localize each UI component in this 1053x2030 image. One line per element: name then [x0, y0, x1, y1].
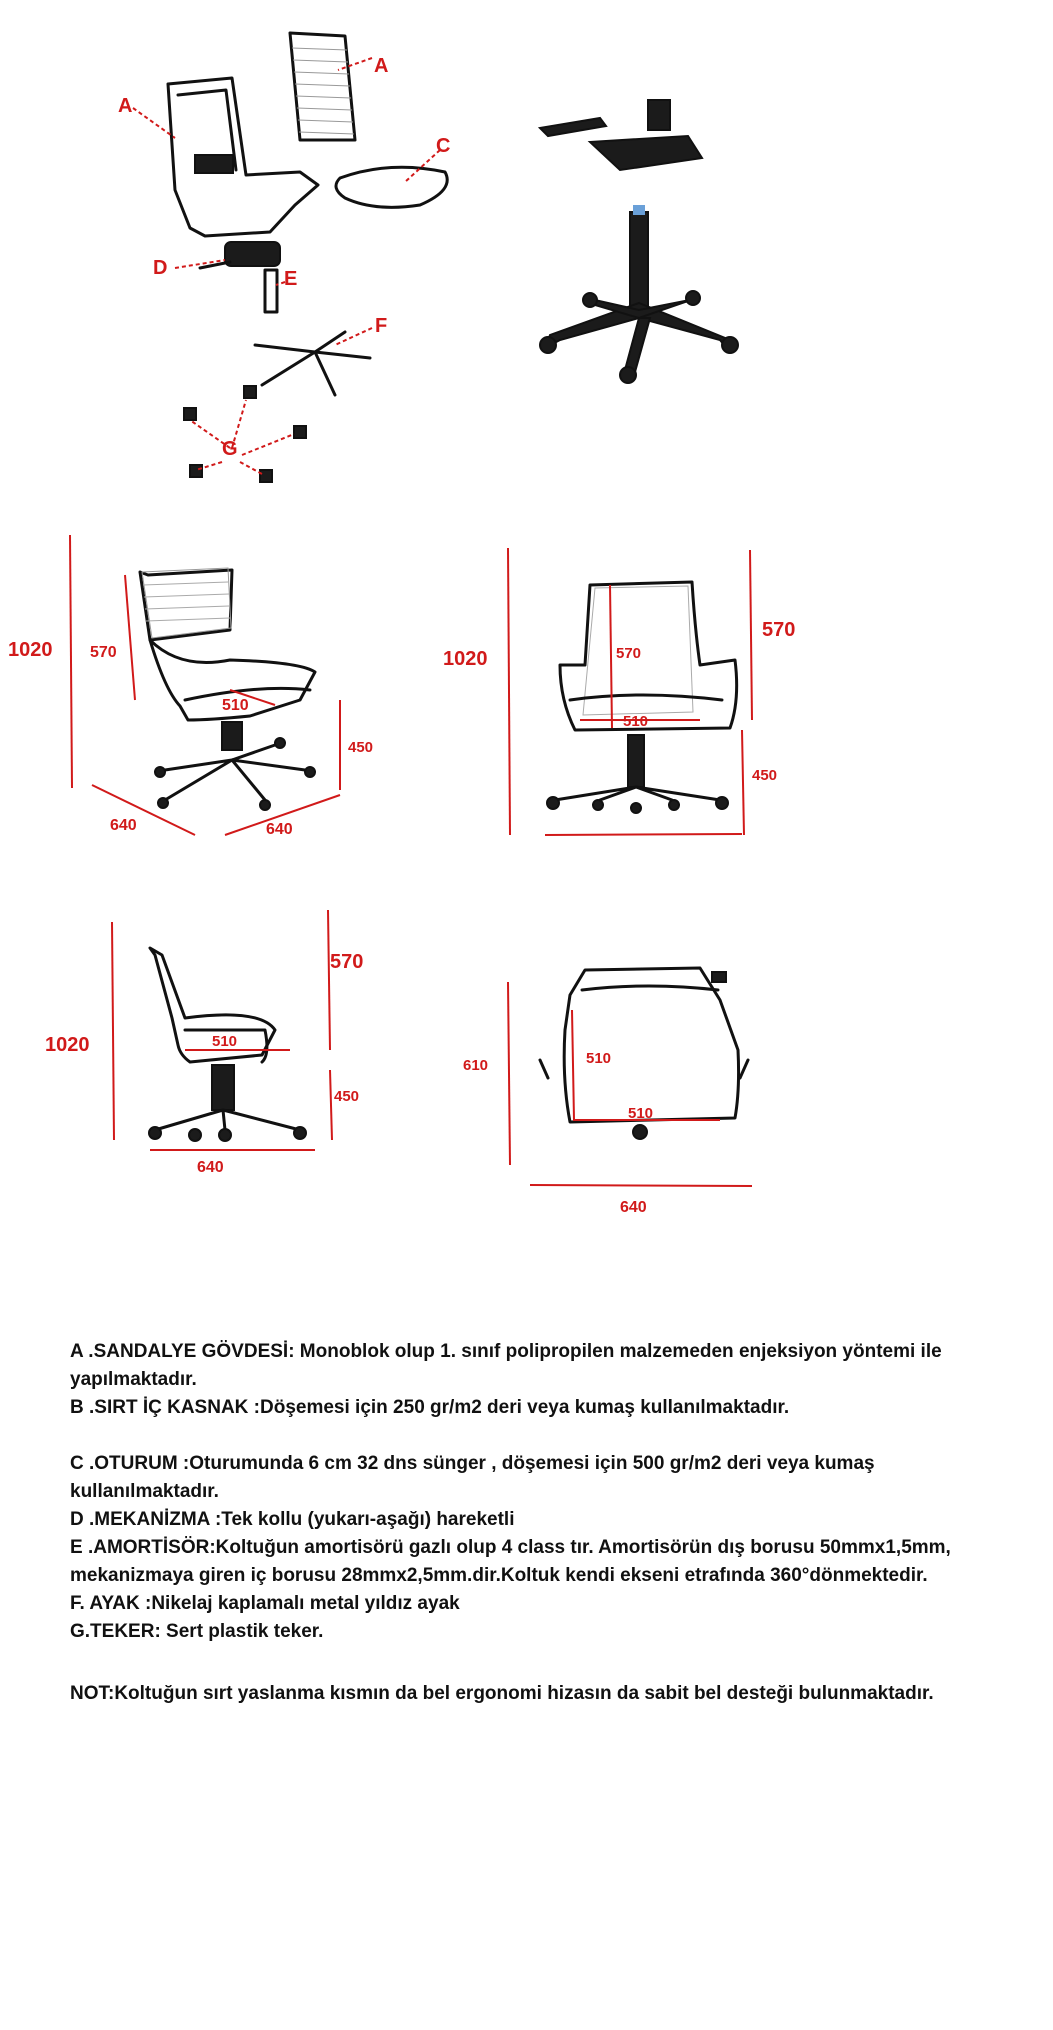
- front-seat-height: 450: [752, 767, 778, 784]
- side-depth: 640: [197, 1159, 224, 1176]
- label-c: C: [436, 135, 451, 157]
- spec-note: [70, 1680, 1000, 1708]
- spacer: [70, 1422, 1000, 1450]
- top-width: 640: [620, 1199, 647, 1216]
- top-seat-depth: 510: [586, 1050, 612, 1067]
- spec-b-key: B .SIRT İÇ KASNAK :: [70, 1397, 260, 1418]
- exploded-view: [118, 33, 738, 482]
- spec-d-key: D .MEKANİZMA :: [70, 1509, 222, 1530]
- spec-g-key: G.TEKER:: [70, 1621, 161, 1642]
- label-a-back: A: [374, 55, 389, 77]
- spec-note-text: Koltuğun sırt yaslanma kısmın da bel ergonomi hizasın da sabit bel desteği bulunmaktadır.: [114, 1683, 934, 1704]
- spec-b: [70, 1394, 1000, 1422]
- top-depth: 610: [463, 1057, 489, 1074]
- side-seat: 510: [212, 1033, 238, 1050]
- spec-a-text: Monoblok olup 1. sınıf polipropilen malzemeden enjeksiyon yöntemi ile yapılmaktadır.: [70, 1341, 942, 1390]
- iso-width: 640: [266, 821, 293, 838]
- spec-b-text: Döşemesi için 250 gr/m2 deri veya kumaş kullanılmaktadır.: [260, 1397, 790, 1418]
- spec-f-text: Nikelaj kaplamalı metal yıldız ayak: [151, 1593, 460, 1614]
- side-view: [45, 910, 363, 1176]
- iso-view: [8, 535, 373, 838]
- front-height: 1020: [443, 648, 488, 670]
- label-e: E: [284, 268, 298, 290]
- part-leader-arrows: [133, 58, 440, 474]
- spec-a-key: A .SANDALYE GÖVDESİ:: [70, 1341, 295, 1362]
- label-a-body: A: [118, 95, 133, 117]
- top-view: [463, 968, 752, 1216]
- star-base-part: [255, 332, 370, 395]
- spec-f: [70, 1590, 1000, 1618]
- spec-c: [70, 1450, 1000, 1506]
- spec-e-key: E .AMORTİSÖR:: [70, 1537, 216, 1558]
- side-back: 570: [330, 951, 364, 973]
- mechanism-part: [225, 242, 280, 266]
- spec-d-text: Tek kollu (yukarı-aşağı) hareketli: [221, 1509, 515, 1530]
- iso-seat-height: 450: [348, 739, 374, 756]
- iso-depth: 640: [110, 817, 137, 834]
- specification-text: [70, 1338, 1000, 1708]
- label-g: G: [222, 438, 238, 460]
- side-seat-height: 450: [334, 1088, 360, 1105]
- iso-seat: 510: [222, 697, 249, 714]
- front-seat: 510: [623, 713, 649, 730]
- spec-g: [70, 1618, 1000, 1646]
- lumbar-support: [195, 155, 233, 173]
- side-height: 1020: [45, 1034, 90, 1056]
- front-view: [443, 548, 795, 835]
- spec-f-key: F. AYAK :: [70, 1593, 152, 1614]
- iso-height: 1020: [8, 639, 53, 661]
- spec-c-key: C .OTURUM :: [70, 1453, 190, 1474]
- spec-note-key: NOT:: [70, 1683, 115, 1704]
- spec-g-text: Sert plastik teker.: [160, 1621, 324, 1642]
- label-d: D: [153, 257, 168, 279]
- spacer: [70, 1646, 1000, 1680]
- front-back-outer: 570: [762, 619, 796, 641]
- gas-lift-part: [265, 270, 277, 312]
- iso-back: 570: [90, 644, 117, 661]
- top-seat-width: 510: [628, 1105, 654, 1122]
- front-back-inner: 570: [616, 645, 642, 662]
- spec-e-text: Koltuğun amortisörü gazlı olup 4 class tır. Amortisörün dış borusu 50mmx1,5mm, mekanizmaya giren iç borusu 28mmx2,5mm.dir.Koltuk kendi ekseni etrafında 360°dönmektedir.: [70, 1537, 951, 1586]
- spec-e: [70, 1534, 1000, 1590]
- mechanism-assembly: [540, 100, 738, 383]
- spec-a: [70, 1338, 1000, 1394]
- spec-c-text: Oturumunda 6 cm 32 dns sünger , döşemesi için 500 gr/m2 deri veya kumaş kullanılmaktadır.: [70, 1453, 875, 1502]
- spec-d: [70, 1506, 1000, 1534]
- seat-cushion-part: [336, 167, 447, 207]
- label-f: F: [375, 315, 388, 337]
